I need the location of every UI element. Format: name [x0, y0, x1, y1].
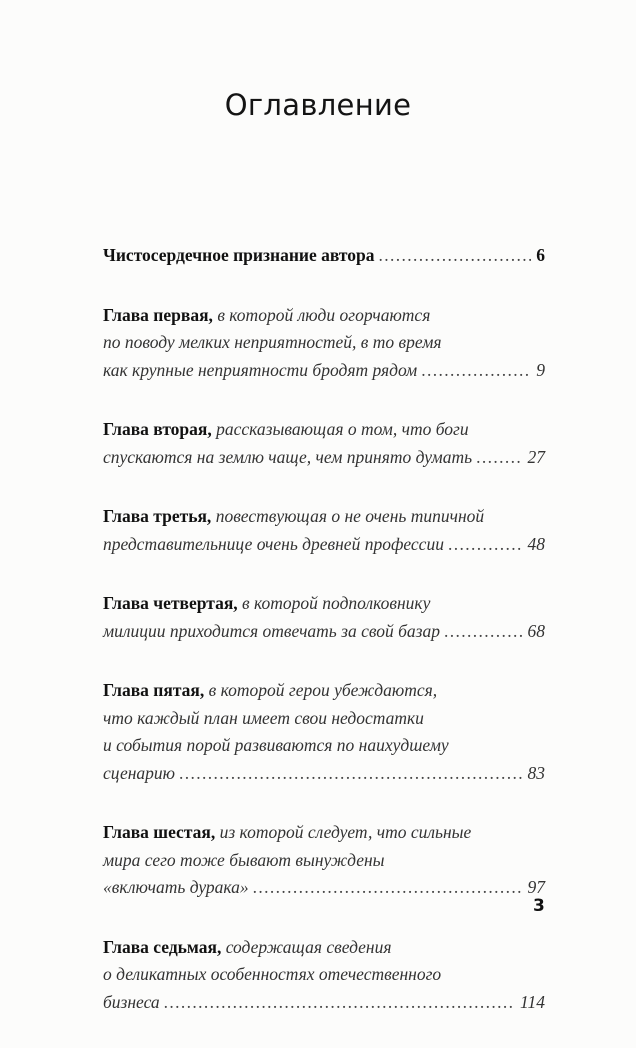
entry-description: из которой следует, что сильные — [219, 822, 472, 842]
entry-title: Чистосердечное признание автора — [103, 245, 375, 265]
leader-dots — [375, 242, 532, 270]
toc-entry-chapter-4[interactable] — [103, 590, 545, 645]
toc-entry-chapter-2[interactable] — [103, 416, 545, 471]
toc-entry-chapter-7[interactable] — [103, 934, 545, 1017]
entry-description: по поводу мелких неприятностей, в то время — [103, 332, 442, 352]
leader-dots — [249, 874, 523, 902]
entry-description: содержащая сведения — [225, 936, 392, 957]
page-title: Оглавление — [224, 88, 412, 122]
entry-page: 83 — [527, 762, 545, 783]
entry-title: Глава пятая, — [103, 680, 205, 700]
entry-page: 9 — [536, 359, 545, 380]
entry-description: спускаются на землю чаще, чем принято думать — [103, 446, 473, 467]
entry-title: Глава шестая, — [103, 822, 216, 842]
entry-page: 97 — [527, 877, 545, 897]
entry-page: 6 — [536, 245, 545, 265]
toc-entry-chapter-3[interactable] — [103, 503, 545, 558]
entry-description: что каждый план имеет свои недостатки — [103, 707, 424, 728]
entry-description: милиции приходится отвечать за свой базар — [103, 620, 440, 641]
leader-dots — [444, 531, 523, 559]
entry-description: в которой подполковнику — [242, 593, 431, 613]
entry-description: сценарию — [103, 762, 175, 783]
entry-description: и события порой развиваются по наихудшему — [103, 735, 449, 755]
leader-dots — [472, 444, 522, 472]
entry-page: 68 — [527, 620, 545, 641]
entry-description: рассказывающая о том, что боги — [216, 419, 469, 439]
entry-title: Глава вторая, — [103, 419, 212, 439]
entry-title: Глава седьмая, — [103, 936, 222, 957]
entry-description: как крупные неприятности бродят рядом — [103, 359, 418, 380]
leader-dots — [440, 618, 523, 646]
entry-description: в которой герои убеждаются, — [208, 680, 438, 700]
entry-title: Глава четвертая, — [103, 593, 238, 613]
entry-page: 114 — [520, 991, 545, 1012]
toc-entry-chapter-1[interactable] — [103, 302, 545, 385]
entry-description: представительнице очень древней профессии — [103, 533, 444, 554]
leader-dots — [417, 357, 531, 385]
entry-description: повествующая о не очень типичной — [215, 506, 485, 526]
toc-entry-preface[interactable] — [103, 242, 545, 270]
entry-description: в которой люди огорчаются — [217, 304, 431, 325]
entry-description: мира сего тоже бывают вынуждены — [103, 849, 385, 870]
entry-title: Глава первая, — [103, 304, 213, 325]
entry-page: 48 — [527, 533, 545, 554]
entry-description: «включать дурака» — [103, 877, 249, 897]
entry-page: 27 — [527, 446, 545, 467]
leader-dots — [175, 760, 523, 788]
toc-entry-chapter-5[interactable] — [103, 677, 545, 787]
leader-dots — [160, 989, 515, 1017]
entry-title: Глава третья, — [103, 506, 212, 526]
page-number: 3 — [533, 896, 545, 916]
toc-entry-chapter-6[interactable] — [103, 819, 545, 902]
entry-description: о деликатных особенностях отечественного — [103, 964, 442, 984]
table-of-contents — [103, 242, 545, 1048]
entry-description: бизнеса — [103, 991, 160, 1012]
